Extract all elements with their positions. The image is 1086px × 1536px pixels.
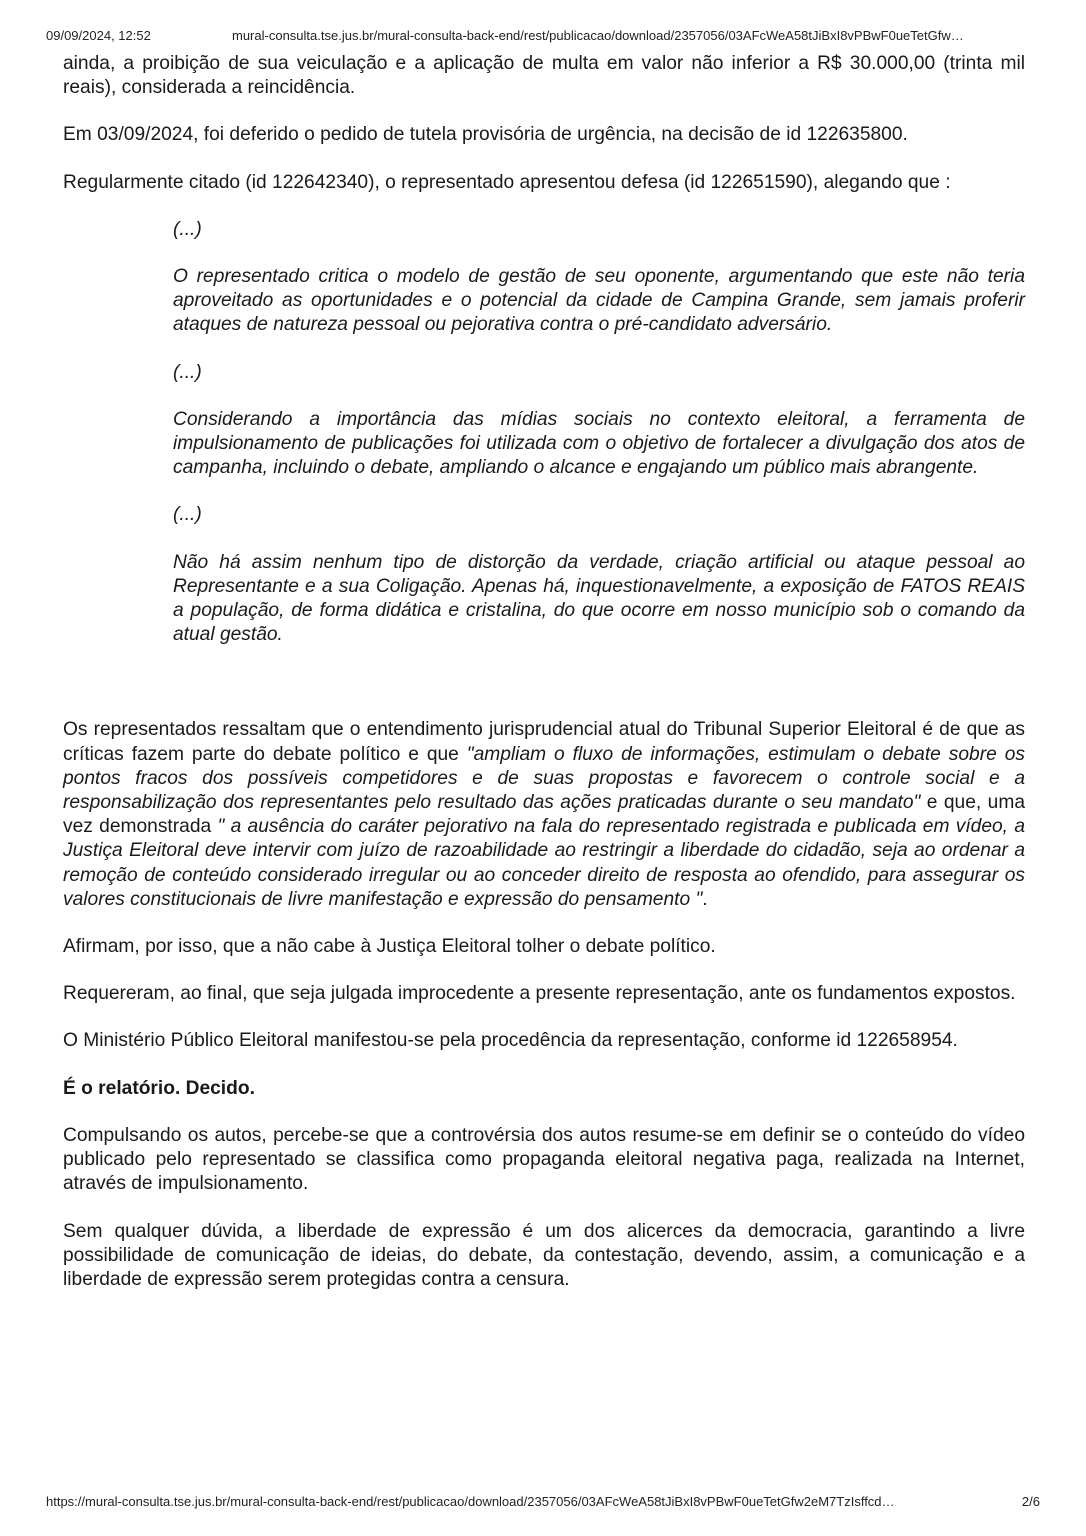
paragraph-jurisprudence: Os representados ressaltam que o entendimento jurisprudencial atual do Tribunal Superior Eleitoral é de que as críticas fazem parte do debate político e que "ampliam o fluxo de informações, estimulam o debate sobre os pontos fracos dos possíveis competidores e de suas propostas e favorecem o controle social e a responsabilização dos representantes pelo resultado das ações praticadas durante o seu mandato" e que, uma vez demonstrada " a ausência do caráter pejorativo na fala do representado registrada e publicada em vídeo, a Justiça Eleitoral deve intervir com juízo de razoabilidade ao restringir a liberdade do cidadão, seja ao ordenar a remoção de conteúdo considerado irregular ou ao conceder direito de resposta ao ofendido, para assegurar os valores constitucionais de livre manifestação e expressão do pensamento ". bbox=[63, 719, 1025, 910]
quote-paragraph-management: O representado critica o modelo de gestão de seu oponente, argumentando que este não teria aproveitado as oportunidades e o potencial da cidade de Campina Grande, sem jamais proferir ataques de natureza pessoal ou pejorativa contra o pré-candidato adversário. bbox=[173, 266, 1025, 336]
spacer bbox=[63, 647, 1025, 718]
paragraph-request: Requereram, ao final, que seja julgada improcedente a presente representação, ante os fundamentos expostos. bbox=[63, 983, 1016, 1005]
quote-paragraph-social-media: Considerando a importância das mídias sociais no contexto eleitoral, a ferramenta de impulsionamento de publicações foi utilizada com o objetivo de fortalecer a divulgação dos atos de campanha, incluindo o debate, ampliando o alcance e engajando um público mais abrangente. bbox=[173, 408, 1025, 479]
paragraph-report-heading: É o relatório. Decido. bbox=[63, 1077, 255, 1099]
paragraph-freedom-of-expression: Sem qualquer dúvida, a liberdade de expressão é um dos alicerces da democracia, garantindo a livre possibilidade de comunicação de ideias, do debate, da contestação, devendo, assim, a comunicação e a liberdade de expressão serem protegidas contra a censura. bbox=[63, 1220, 1025, 1290]
print-footer-url: https://mural-consulta.tse.jus.br/mural-consulta-back-end/rest/publicacao/download/2357056/03AFcWeA58tJiBxI8vPBwF0ueTetGfw2eM7TzIsffcd… bbox=[46, 1494, 895, 1509]
print-footer bbox=[46, 1494, 1040, 1512]
paragraph-defense-intro: Regularmente citado (id 122642340), o representado apresentou defesa (id 122651590), alegando que : bbox=[63, 171, 951, 193]
print-header-url: mural-consulta.tse.jus.br/mural-consulta-back-end/rest/publicacao/download/2357056/03AFcWeA58tJiBxI8vPBwF0ueTetGfw… bbox=[232, 28, 964, 43]
document-body bbox=[63, 52, 1025, 1292]
paragraph-prosecutor: O Ministério Público Eleitoral manifestou-se pela procedência da representação, conforme id 122658954. bbox=[63, 1030, 958, 1052]
page-number: 2/6 bbox=[1021, 1494, 1040, 1509]
print-datetime: 09/09/2024, 12:52 bbox=[46, 28, 151, 43]
defense-quote-block bbox=[173, 218, 1025, 648]
paragraph-penalty: ainda, a proibição de sua veiculação e a aplicação de multa em valor não inferior a R$ 30.000,00 (trinta mil reais), considerada a reincidência. bbox=[63, 53, 1025, 99]
paragraph-analysis: Compulsando os autos, percebe-se que a controvérsia dos autos resume-se em definir se o conteúdo do vídeo publicado pelo representado se classifica como propaganda eleitoral negativa paga, realizada na Internet, através de impulsionamento. bbox=[63, 1124, 1025, 1195]
quote-ellipsis: (...) bbox=[173, 218, 202, 240]
quote-ellipsis: (...) bbox=[173, 504, 202, 526]
paragraph-injunction: Em 03/09/2024, foi deferido o pedido de tutela provisória de urgência, na decisão de id 122635800. bbox=[63, 124, 908, 146]
quote-paragraph-facts: Não há assim nenhum tipo de distorção da verdade, criação artificial ou ataque pessoal ao Representante e a sua Coligação. Apenas há, inquestionavelmente, a exposição de FATOS REAIS a população, de forma didática e cristalina, do que ocorre em nosso município sob o comando da atual gestão. bbox=[173, 551, 1025, 646]
paragraph-claims: Afirmam, por isso, que a não cabe à Justiça Eleitoral tolher o debate político. bbox=[63, 936, 716, 958]
print-header bbox=[46, 28, 1040, 46]
quote-ellipsis: (...) bbox=[173, 361, 202, 383]
